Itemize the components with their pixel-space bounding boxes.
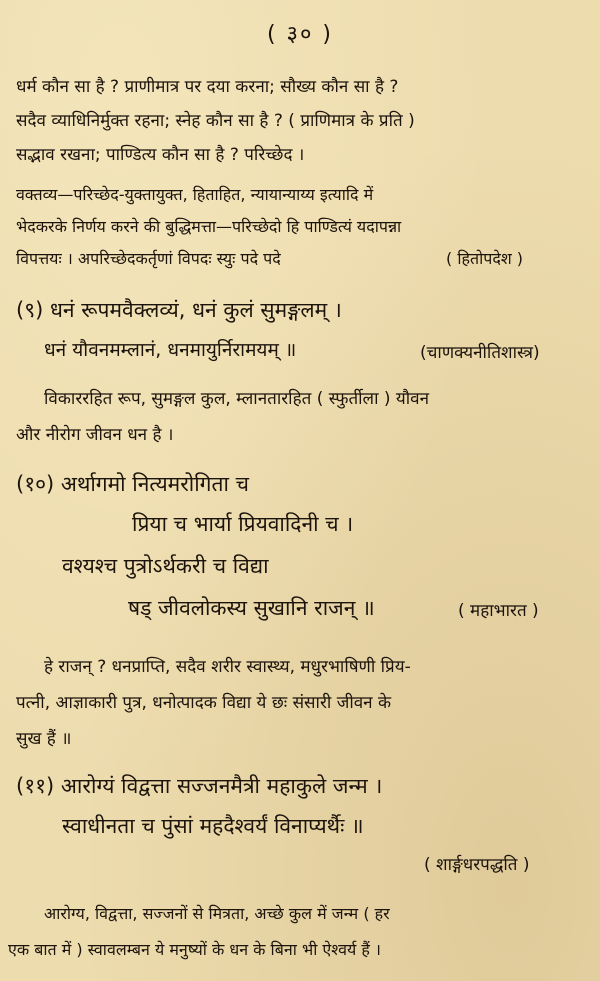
para2-line-1: वक्तव्य—परिच्छेद-युक्तायुक्त, हिताहित, न्यायान्याय्य इत्यादि में <box>16 185 374 204</box>
verse11-source: ( शार्ङ्गधरपद्धति ) <box>424 855 530 875</box>
para2-line-3: विपत्तयः । अपरिच्छेदकर्तृणां विपदः स्युः पदे पदे <box>16 249 281 268</box>
para1-line-1: धर्म कौन सा है ? प्राणीमात्र पर दया करना; सौख्य कौन सा है ? <box>16 77 399 97</box>
para1-line-3: सद्भाव रखना; पाण्डित्य कौन सा है ? परिच्छेद । <box>16 145 305 165</box>
verse10-source: ( महाभारत ) <box>458 601 539 621</box>
para3-line-1: विकाररहित रूप, सुमङ्गल कुल, म्लानतारहित ( स्फुर्तीला ) यौवन <box>44 389 430 409</box>
para4-line-3: सुख हैं ॥ <box>16 729 72 749</box>
para2-source: ( हितोपदेश ) <box>446 249 524 268</box>
para2-line-2: भेदकरके निर्णय करने की बुद्धिमत्ता—परिच्छेदो हि पाण्डित्यं यदापन्ना <box>16 217 402 236</box>
verse9-line-1: (९) धनं रूपमवैक्लव्यं, धनं कुलं सुमङ्गलम् । <box>16 298 342 322</box>
para4-line-1: हे राजन् ? धनप्राप्ति, सदैव शरीर स्वास्थ्य, मधुरभाषिणी प्रिय- <box>44 657 411 677</box>
verse10-line-2: प्रिया च भार्या प्रियवादिनी च । <box>132 512 354 536</box>
para5-line-1: आरोग्य, विद्वत्ता, सज्जनों से मित्रता, अच्छे कुल में जन्म ( हर <box>44 904 390 923</box>
verse10-line-3: वश्यश्च पुत्रोऽर्थकरी च विद्या <box>62 554 269 578</box>
verse10-line-4: षड् जीवलोकस्य सुखानि राजन् ॥ <box>128 596 375 620</box>
verse9-line-2: धनं यौवनमम्लानं, धनमायुर्निरामयम् ॥ <box>44 339 297 361</box>
verse11-line-2: स्वाधीनता च पुंसां महदैश्वर्यं विनाप्यर्थैः ॥ <box>62 814 364 838</box>
para1-line-2: सदैव व्याधिनिर्मुक्त रहना; स्नेह कौन सा है ? ( प्राणिमात्र के प्रति ) <box>16 111 415 131</box>
verse9-source: (चाणक्यनीतिशास्त्र) <box>420 343 540 363</box>
page-number: ( ३० ) <box>266 22 334 47</box>
para4-line-2: पत्नी, आज्ञाकारी पुत्र, धनोत्पादक विद्या ये छः संसारी जीवन के <box>16 693 392 713</box>
verse11-line-1: (११) आरोग्यं विद्वत्ता सज्जनमैत्री महाकुले जन्म । <box>16 774 383 798</box>
verse10-line-1: (१०) अर्थागमो नित्यमरोगिता च <box>16 472 249 496</box>
para3-line-2: और नीरोग जीवन धन है । <box>16 425 174 445</box>
para5-line-2: एक बात में ) स्वावलम्बन ये मनुष्यों के धन के बिना भी ऐश्वर्य हैं । <box>8 940 381 959</box>
